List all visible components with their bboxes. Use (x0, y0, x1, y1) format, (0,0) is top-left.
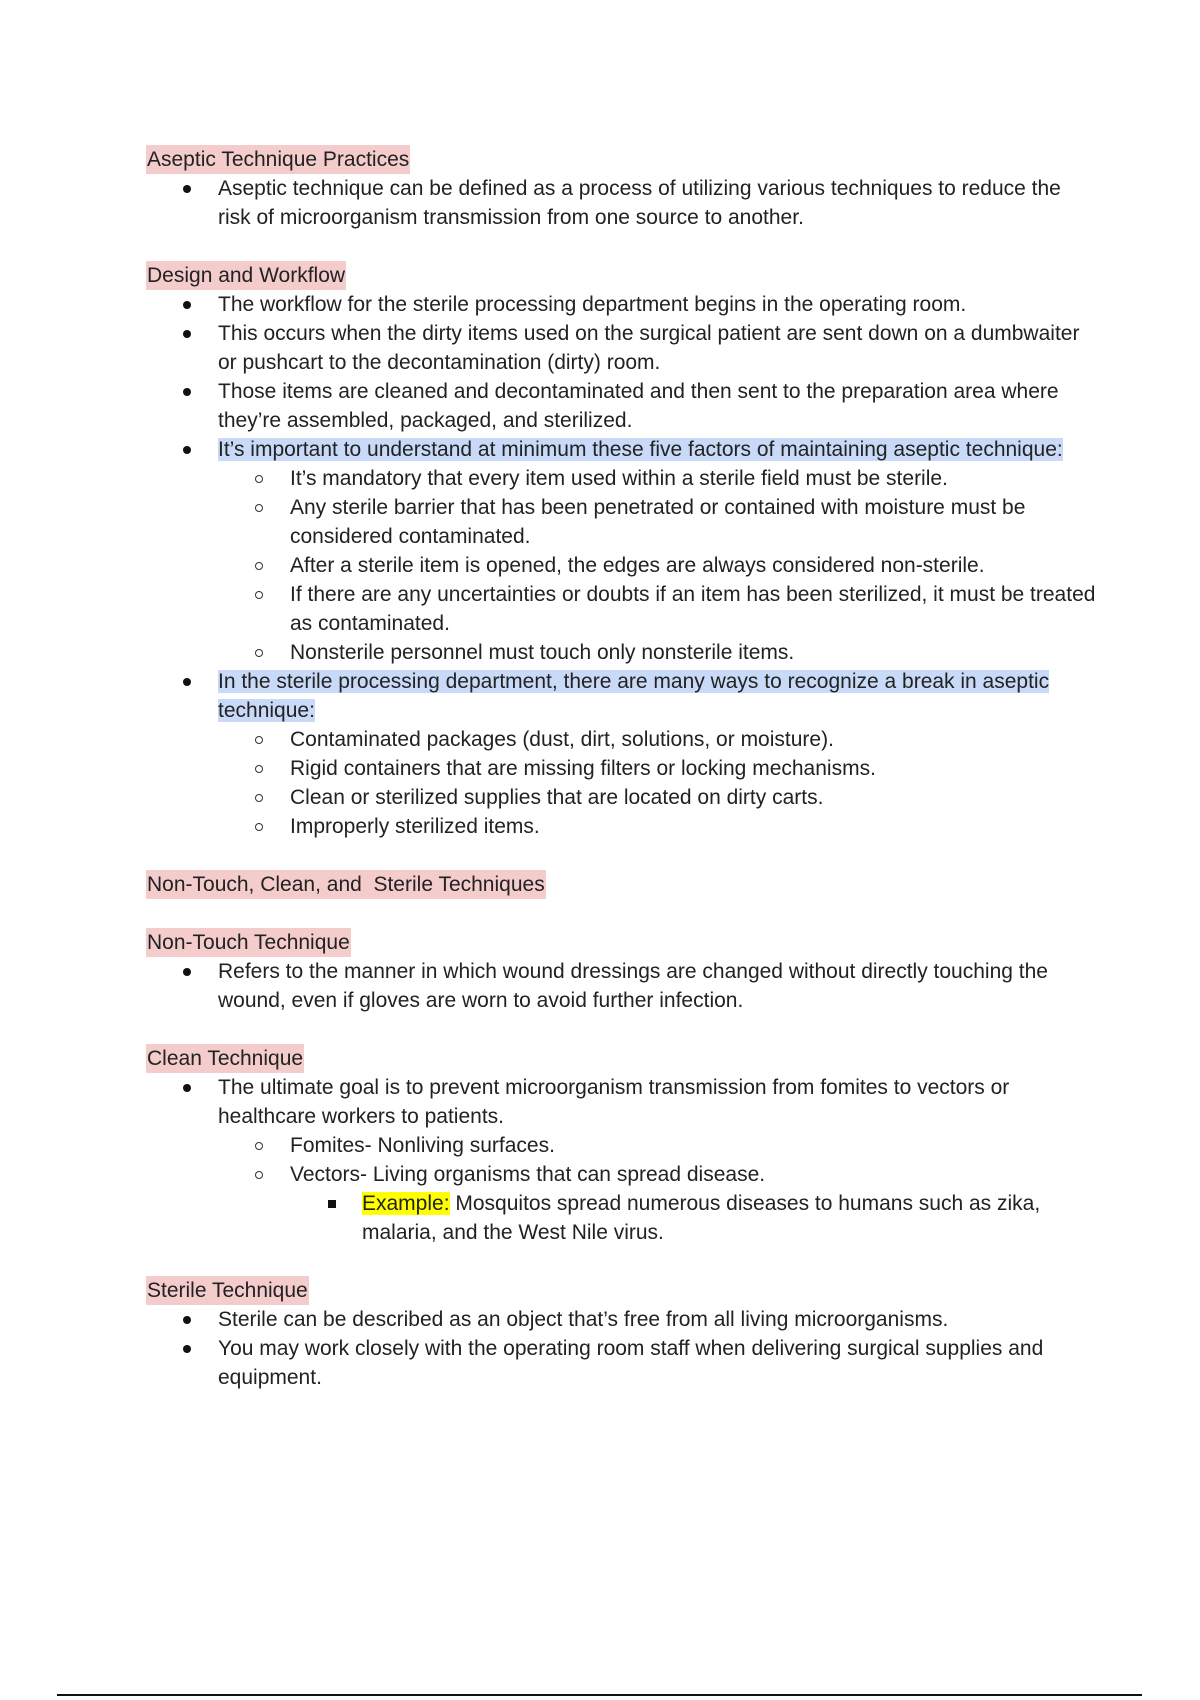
list-item-breaks (146, 667, 1096, 841)
section-techniques-title (146, 870, 1096, 899)
breaks-sub-list (218, 725, 1096, 841)
sub-list-item-vectors (218, 1160, 1096, 1247)
non-touch-bullet-list (146, 957, 1096, 1015)
example-label: Example: (362, 1192, 450, 1215)
list-item: Refers to the manner in which wound dressings are changed without directly touching the wound, even if gloves are worn to avoid further infection. (146, 957, 1096, 1015)
heading-sterile-technique: Sterile Technique (146, 1276, 309, 1305)
sub-list-item: Rigid containers that are missing filters or locking mechanisms. (218, 754, 1096, 783)
design-bullet-list (146, 290, 1096, 841)
sub-sub-list-item (290, 1189, 1096, 1247)
section-clean (146, 1044, 1096, 1247)
list-item: Those items are cleaned and decontaminated and then sent to the preparation area where they’re assembled, packaged, and sterilized. (146, 377, 1096, 435)
section-aseptic (146, 145, 1096, 232)
list-item: This occurs when the dirty items used on the surgical patient are sent down on a dumbwaiter or pushcart to the decontamination (dirty) room. (146, 319, 1096, 377)
vectors-sub-list (290, 1189, 1096, 1247)
vectors-text: Vectors- Living organisms that can spread disease. (290, 1163, 766, 1186)
sterile-bullet-list (146, 1305, 1096, 1392)
clean-sub-list (218, 1131, 1096, 1247)
document-content (146, 145, 1096, 1421)
heading-clean-technique: Clean Technique (146, 1044, 304, 1073)
aseptic-bullet-list (146, 174, 1096, 232)
list-item: You may work closely with the operating room staff when delivering surgical supplies and equipment. (146, 1334, 1096, 1392)
heading-design-and-workflow: Design and Workflow (146, 261, 346, 290)
highlighted-breaks-intro: In the sterile processing department, there are many ways to recognize a break in aseptic technique: (218, 670, 1050, 722)
heading-non-touch-technique: Non-Touch Technique (146, 928, 351, 957)
list-item: Aseptic technique can be defined as a process of utilizing various techniques to reduce the risk of microorganism transmission from one source to another. (146, 174, 1096, 232)
footer-divider (57, 1694, 1142, 1696)
list-item-clean-goal (146, 1073, 1096, 1247)
highlighted-factors-intro: It’s important to understand at minimum these five factors of maintaining aseptic technique: (218, 438, 1063, 461)
list-item: Sterile can be described as an object that’s free from all living microorganisms. (146, 1305, 1096, 1334)
section-sterile (146, 1276, 1096, 1392)
factors-sub-list (218, 464, 1096, 667)
section-non-touch (146, 928, 1096, 1015)
sub-list-item: It’s mandatory that every item used within a sterile field must be sterile. (218, 464, 1096, 493)
sub-list-item: After a sterile item is opened, the edges are always considered non-sterile. (218, 551, 1096, 580)
clean-bullet-list (146, 1073, 1096, 1247)
heading-techniques: Non-Touch, Clean, and Sterile Techniques (146, 870, 546, 899)
list-item: The workflow for the sterile processing department begins in the operating room. (146, 290, 1096, 319)
section-design-workflow (146, 261, 1096, 841)
sub-list-item: Improperly sterilized items. (218, 812, 1096, 841)
sub-list-item: Fomites- Nonliving surfaces. (218, 1131, 1096, 1160)
heading-aseptic-technique-practices: Aseptic Technique Practices (146, 145, 410, 174)
sub-list-item: Contaminated packages (dust, dirt, solutions, or moisture). (218, 725, 1096, 754)
sub-list-item: Any sterile barrier that has been penetrated or contained with moisture must be considered contaminated. (218, 493, 1096, 551)
list-item-factors (146, 435, 1096, 667)
sub-list-item: Nonsterile personnel must touch only nonsterile items. (218, 638, 1096, 667)
example-text: Mosquitos spread numerous diseases to humans such as zika, malaria, and the West Nile virus. (362, 1192, 1041, 1244)
sub-list-item: Clean or sterilized supplies that are located on dirty carts. (218, 783, 1096, 812)
clean-goal-text: The ultimate goal is to prevent microorganism transmission from fomites to vectors or healthcare workers to patients. (218, 1076, 1010, 1128)
sub-list-item: If there are any uncertainties or doubts if an item has been sterilized, it must be treated as contaminated. (218, 580, 1096, 638)
